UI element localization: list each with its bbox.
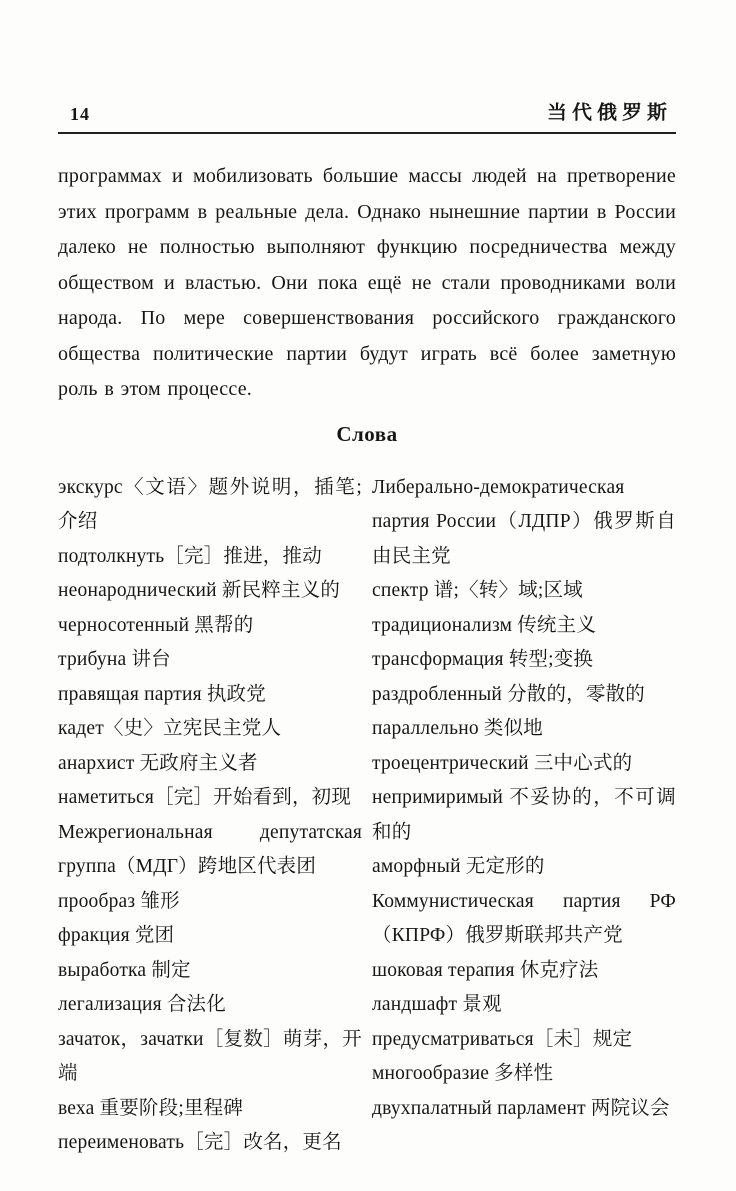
vocab-entry: неонароднический 新民粹主义的 [58,580,341,601]
vocab-list [58,471,676,1161]
vocab-entry: Коммунистическая партия РФ（КПРФ）俄罗斯联邦共产党 [372,890,676,946]
vocab-entry: Межрегиональная депутатская группа（МДГ）跨地区代表团 [58,821,362,877]
vocab-entry: фракция 党团 [58,925,175,946]
vocab-entry: прообраз 雏形 [58,890,180,912]
running-title: 当代俄罗斯 [547,102,672,124]
vocab-entry: правящая партия 执政党 [58,683,266,705]
vocab-entry: легализация 合法化 [58,994,226,1015]
vocab-entry: многообразие 多样性 [372,1063,554,1084]
vocab-entry: переименовать［完］改名，更名 [58,1132,342,1153]
vocab-left-column [58,471,362,1161]
vocab-entry: параллельно 类似地 [372,718,543,739]
page-header [58,96,676,134]
vocab-heading: Слова [336,421,398,446]
vocab-entry: раздробленный 分散的，零散的 [372,683,645,705]
vocab-entry: анархист 无政府主义者 [58,752,258,774]
vocab-entry: ландшафт 景观 [372,994,502,1015]
vocab-right-column [372,471,676,1161]
page-content [58,96,676,1161]
vocab-entry: зачаток，зачатки［复数］萌芽，开端 [58,1028,362,1084]
vocab-entry: традиционализм 传统主义 [372,614,597,636]
vocab-entry: наметиться［完］开始看到，初现 [58,787,352,808]
vocab-entry: трибуна 讲台 [58,649,171,670]
vocab-entry: двухпалатный парламент 两院议会 [372,1097,670,1119]
vocab-entry: спектр 谱;〈转〉域;区域 [372,580,583,601]
body-paragraph: программах и мобилизовать большие массы людей на претворение этих программ в реальные дела. Однако нынешние партии в России далеко не полностью выполняют функцию посредничества между обществом и властью. Они пока ещё не стали проводниками воли народа. По мере совершенствования российского гражданского общества политические партии будут играть всё более заметную роль в этом процессе. [58,165,676,400]
vocab-entry: черносотенный 黑帮的 [58,614,254,636]
vocab-entry: троецентрический 三中心式的 [372,752,633,774]
vocab-entry: экскурс〈文语〉题外说明，插笔;介绍 [58,476,362,532]
vocab-entry: аморфный 无定形的 [372,856,545,877]
vocab-entry: предусматриваться［未］规定 [372,1028,633,1050]
vocab-entry: трансформация 转型;变换 [372,649,594,670]
vocab-entry: Либерально-демократическая партия России（ЛДПР）俄罗斯自由民主党 [372,476,676,567]
vocab-entry: веха 重要阶段;里程碑 [58,1097,244,1119]
vocab-entry: подтолкнуть［完］推进，推动 [58,545,322,567]
page-number: 14 [70,104,90,124]
vocab-entry: кадет〈史〉立宪民主党人 [58,718,282,739]
vocab-entry: непримиримый 不妥协的，不可调和的 [372,787,676,843]
vocab-entry: шоковая терапия 休克疗法 [372,959,599,981]
vocab-entry: выработка 制定 [58,959,191,981]
